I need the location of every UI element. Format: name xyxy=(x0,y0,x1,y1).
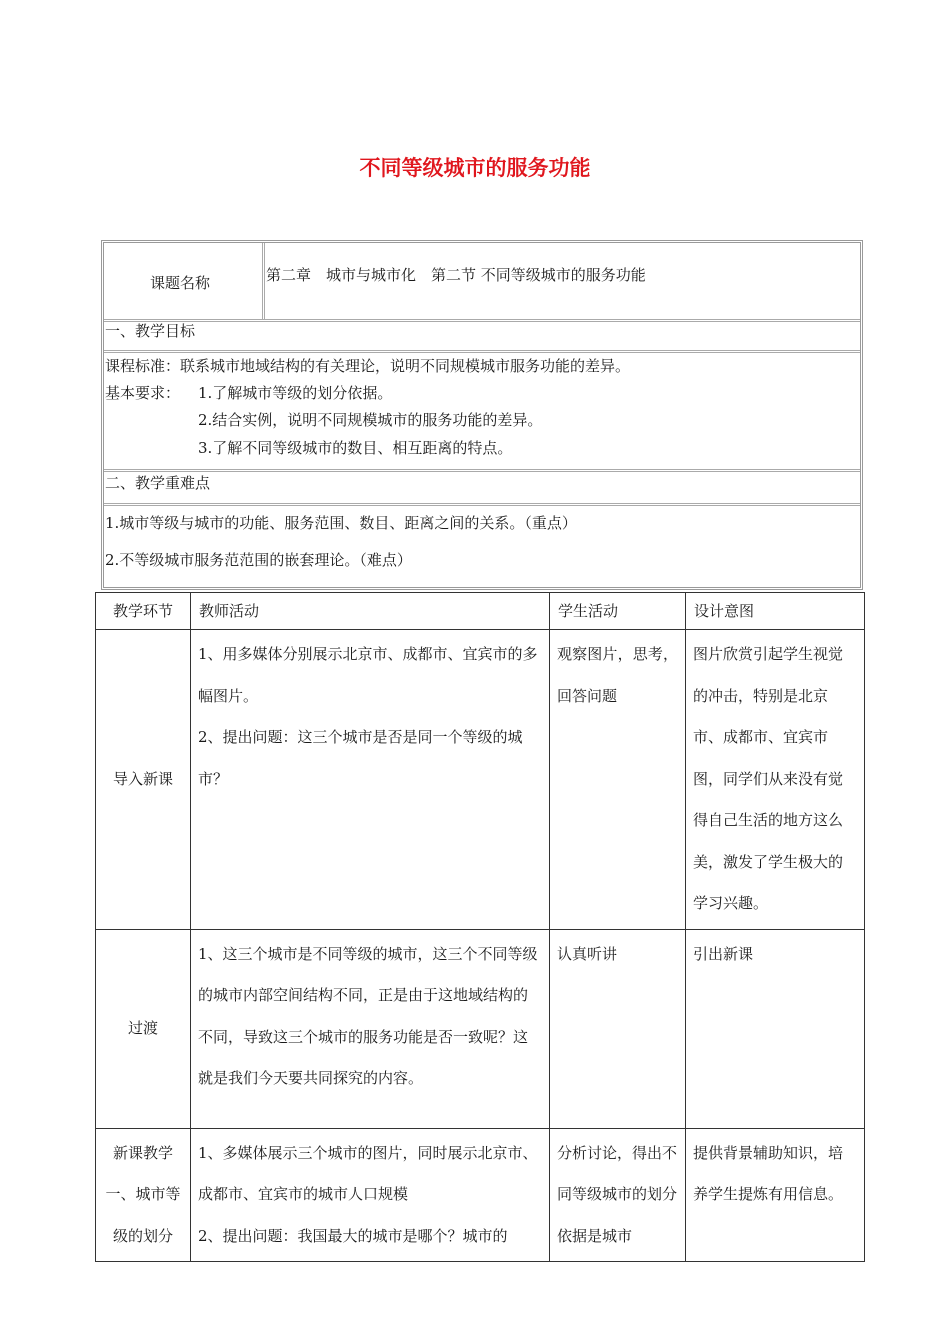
divider xyxy=(104,469,860,472)
topic-value: 第二章 城市与城市化 第二节 不同等级城市的服务功能 xyxy=(266,266,646,284)
header-stage: 教学环节 xyxy=(96,593,191,630)
design-intent-cell: 提供背景辅助知识，培养学生提炼有用信息。 xyxy=(686,1128,865,1262)
basic-requirements-label: 基本要求： xyxy=(105,384,181,402)
teacher-activity: 1、用多媒体分别展示北京市、成都市、宜宾市的多幅图片。 2、提出问题：这三个城市是否是同一个等级的城市？ xyxy=(198,645,538,788)
student-activity-cell: 观察图片，思考，回答问题 xyxy=(550,630,686,930)
design-intent-cell: 引出新课 xyxy=(686,929,865,1128)
header-intent: 设计意图 xyxy=(686,593,865,630)
student-activity-cell: 认真听讲 xyxy=(550,929,686,1128)
table-row xyxy=(96,630,865,930)
section-heading-objectives: 一、教学目标 xyxy=(105,322,196,340)
curriculum-standard: 课程标准：联系城市地域结构的有关理论，说明不同规模城市服务功能的差异。 xyxy=(105,357,631,375)
requirement-item: 2.结合实例，说明不同规模城市的服务功能的差异。 xyxy=(198,411,543,429)
table-row xyxy=(96,929,865,1128)
divider xyxy=(104,350,860,353)
key-point-item: 2.不等级城市服务范范围的嵌套理论。（难点） xyxy=(105,551,412,569)
requirement-item: 3.了解不同等级城市的数目、相互距离的特点。 xyxy=(198,439,513,457)
table-header-row xyxy=(96,593,865,630)
header-student: 学生活动 xyxy=(550,593,686,630)
design-intent-cell: 图片欣赏引起学生视觉的冲击，特别是北京市、成都市、宜宾市图，同学们从来没有觉得自己生活的地方这么美，激发了学生极大的学习兴趣。 xyxy=(686,630,865,930)
teacher-activity-cell xyxy=(191,1128,550,1262)
header-teacher: 教师活动 xyxy=(191,593,550,630)
divider xyxy=(262,243,265,319)
course-info-box xyxy=(101,240,863,590)
key-point-item: 1.城市等级与城市的功能、服务范围、数目、距离之间的关系。（重点） xyxy=(105,514,577,532)
topic-label: 课题名称 xyxy=(150,274,211,292)
teacher-activity-cell xyxy=(191,630,550,930)
stage-cell: 导入新课 xyxy=(96,630,191,930)
requirement-item: 1.了解城市等级的划分依据。 xyxy=(198,384,393,402)
student-activity-cell: 分析讨论，得出不同等级城市的划分依据是城市 xyxy=(550,1128,686,1262)
lesson-plan-table xyxy=(95,592,865,1262)
divider xyxy=(104,319,860,322)
stage-cell: 过渡 xyxy=(96,929,191,1128)
table-row xyxy=(96,1128,865,1262)
teacher-activity: 1、多媒体展示三个城市的图片，同时展示北京市、成都市、宜宾市的城市人口规模 2、提出问题：我国最大的城市是哪个？城市的 xyxy=(198,1143,538,1245)
section-heading-keypoints: 二、教学重难点 xyxy=(105,474,211,492)
divider xyxy=(104,503,860,506)
teacher-activity-cell: 1、这三个城市是不同等级的城市，这三个不同等级的城市内部空间结构不同，正是由于这地域结构的不同，导致这三个城市的服务功能是否一致呢？这就是我们今天要共同探究的内容。 xyxy=(191,929,550,1128)
stage-cell: 新课教学一、城市等级的划分 xyxy=(96,1128,191,1262)
document-title: 不同等级城市的服务功能 xyxy=(359,156,591,180)
